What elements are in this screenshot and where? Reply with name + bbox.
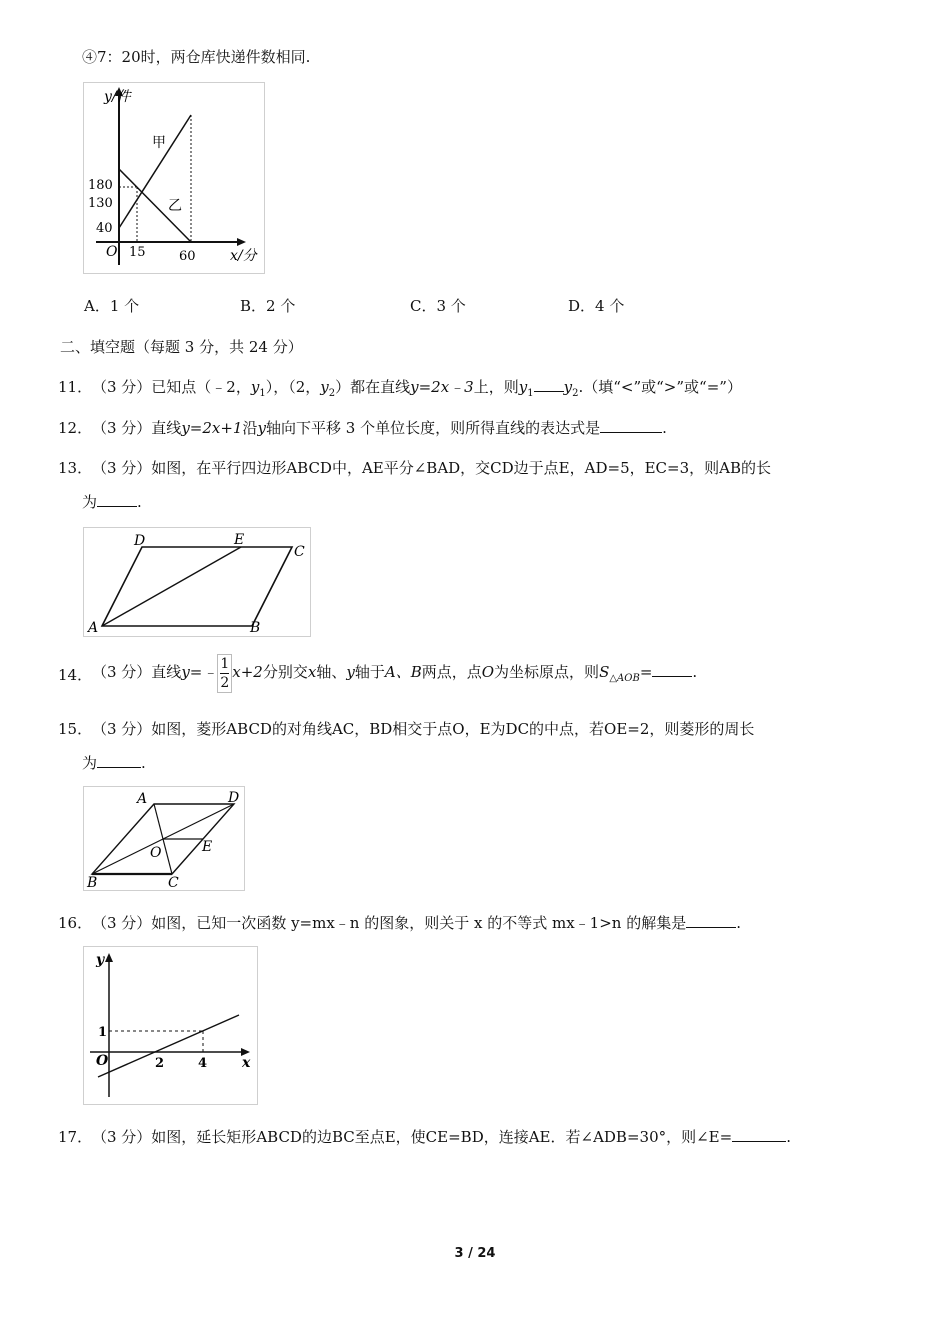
q16-text: （3 分）如图，已知一次函数 y=mx﹣n 的图象，则关于 x 的不等式 mx﹣1>n 的解集是 .	[92, 914, 742, 932]
point-b-label: B	[87, 875, 98, 890]
statement-4: ④7：20时，两仓库快递件数相同.	[82, 48, 311, 66]
y-tick-label: 180	[88, 178, 113, 193]
q11-number: 11．	[58, 378, 93, 396]
y-tick-label: 40	[96, 221, 113, 236]
q12-answer-blank[interactable]	[600, 418, 662, 433]
q15-number: 15．	[58, 720, 93, 738]
q17-text: （3 分）如图，延长矩形ABCD的边BC至点E，使CE=BD，连接AE．若∠ADB=30°，则∠E= .	[92, 1128, 791, 1146]
point-a-label: A	[88, 620, 99, 636]
y-tick-label: 130	[88, 196, 113, 211]
q11-text: （3 分）已知点（﹣2，$y_1$），（2，$y_2$）都在直线y=2x﹣3上，则$y_1$ $y_2$.（填“<”或“>”或“=”）	[92, 378, 742, 399]
series-jia-label: 甲	[152, 135, 166, 151]
q12-text: （3 分）直线y=2x+1沿y轴向下平移 3 个单位长度，则所得直线的表达式是 .	[92, 419, 667, 437]
point-d-label: D	[228, 790, 240, 806]
q14-number: 14．	[58, 666, 93, 684]
x-axis-label: x/分	[230, 248, 257, 264]
q12-number: 12．	[58, 419, 93, 437]
option-a[interactable]: A．1 个	[84, 297, 140, 315]
series-yi-label: 乙	[168, 198, 182, 214]
point-o-label: O	[150, 845, 162, 861]
y-tick-label: 1	[98, 1025, 108, 1040]
q16-number: 16．	[58, 914, 93, 932]
origin-label: O	[106, 244, 118, 260]
point-c-label: C	[294, 544, 305, 560]
option-d[interactable]: D．4 个	[568, 297, 625, 315]
q13-answer-blank[interactable]	[97, 492, 137, 507]
q13-text: （3 分）如图，在平行四边形ABCD中，AE平分∠BAD，交CD边于点E，AD=5，EC=3，则AB的长	[92, 459, 772, 477]
q13-text-cont: 为 .	[82, 493, 142, 511]
section-heading: 二、填空题（每题 3 分，共 24 分）	[60, 338, 303, 356]
q15-text-cont: 为 .	[82, 754, 146, 772]
q15-answer-blank[interactable]	[97, 753, 141, 768]
y-axis-label: y	[96, 952, 105, 968]
x-axis-label: x	[242, 1055, 251, 1071]
figure-rhombus	[83, 786, 245, 891]
q14-text: （3 分）直线y=﹣ $\frac{1}{2}x+2$分别交x轴、y轴于A、B两点，点O为坐标原点，则$S_{\triangle AOB}=$ .	[92, 655, 698, 691]
q17-number: 17．	[58, 1128, 93, 1146]
q11-answer-blank[interactable]	[534, 377, 564, 392]
q14-answer-blank[interactable]	[652, 662, 692, 677]
x-tick-label: 15	[129, 245, 146, 260]
point-b-label: B	[250, 620, 261, 636]
fraction-half: $\frac{1}{2}$	[217, 654, 232, 693]
figure-parallelogram	[83, 527, 311, 637]
option-c[interactable]: C．3 个	[410, 297, 466, 315]
x-tick-label: 2	[155, 1056, 165, 1071]
point-d-label: D	[134, 533, 146, 549]
point-a-label: A	[137, 791, 148, 807]
option-b[interactable]: B．2 个	[240, 297, 296, 315]
page-number: 3 / 24	[454, 1246, 496, 1261]
origin-label: O	[96, 1053, 109, 1069]
x-tick-label: 60	[179, 249, 196, 264]
figure-express-graph	[83, 82, 265, 274]
x-tick-label: 4	[198, 1056, 208, 1071]
q15-text: （3 分）如图，菱形ABCD的对角线AC，BD相交于点O，E为DC的中点，若OE=2，则菱形的周长	[92, 720, 755, 738]
point-c-label: C	[168, 875, 179, 890]
y-axis-label: y/件	[104, 89, 131, 105]
q16-answer-blank[interactable]	[686, 913, 736, 928]
q13-number: 13．	[58, 459, 93, 477]
figure-linear-function	[83, 946, 258, 1105]
point-e-label: E	[234, 532, 245, 548]
point-e-label: E	[202, 839, 213, 855]
q17-answer-blank[interactable]	[732, 1127, 786, 1142]
